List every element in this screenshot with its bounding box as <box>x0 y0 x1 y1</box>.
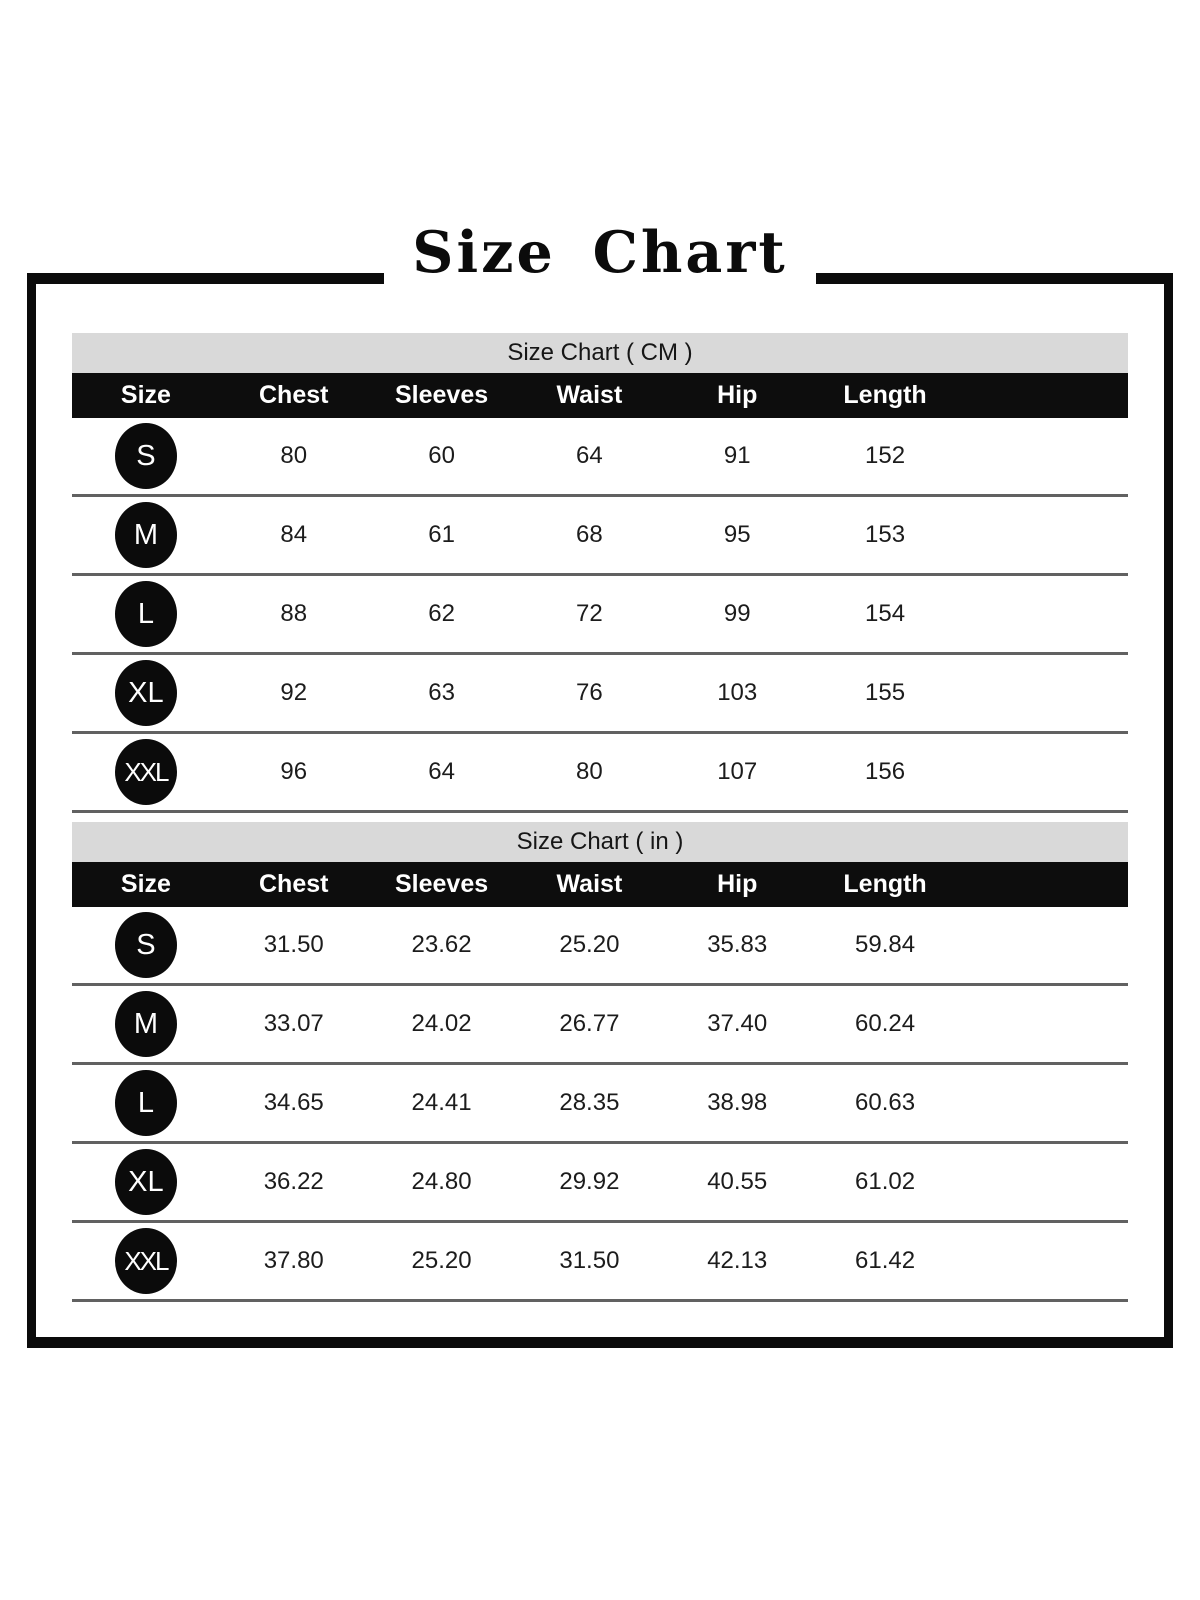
measurement-cell: 40.55 <box>707 1168 768 1195</box>
column-header-chest: Chest <box>259 870 329 898</box>
column-header-waist: Waist <box>556 870 623 898</box>
size-badge-l: L <box>115 1070 177 1136</box>
size-badge-s: S <box>115 423 177 489</box>
measurement-cell: 25.20 <box>411 1247 472 1274</box>
table-row-m <box>72 986 1128 1065</box>
column-header-sleeves: Sleeves <box>395 870 489 898</box>
column-header-waist: Waist <box>556 381 623 409</box>
size-table-in <box>72 822 1128 1302</box>
column-header-length: Length <box>843 381 927 409</box>
measurement-cell: 37.40 <box>707 1010 768 1037</box>
measurement-cell: 36.22 <box>263 1168 324 1195</box>
table-header-row <box>72 862 1128 907</box>
column-header-length: Length <box>843 870 927 898</box>
size-badge-m: M <box>115 502 177 568</box>
size-badge-s: S <box>115 912 177 978</box>
size-cell <box>72 502 220 568</box>
size-badge-l: L <box>115 581 177 647</box>
size-table-cm <box>72 333 1128 813</box>
measurement-cell: 99 <box>723 600 751 627</box>
size-cell <box>72 1149 220 1215</box>
size-cell <box>72 423 220 489</box>
measurement-cell: 38.98 <box>707 1089 768 1116</box>
measurement-cell: 31.50 <box>559 1247 620 1274</box>
size-cell <box>72 739 220 805</box>
table-row-xxl <box>72 1223 1128 1302</box>
measurement-cell: 80 <box>280 442 308 469</box>
table-row-s <box>72 907 1128 986</box>
table-caption: Size Chart ( CM ) <box>72 333 1128 373</box>
measurement-cell: 88 <box>280 600 308 627</box>
size-cell <box>72 581 220 647</box>
size-cell <box>72 660 220 726</box>
measurement-cell: 95 <box>723 521 751 548</box>
table-row-xl <box>72 655 1128 734</box>
measurement-cell: 64 <box>576 442 603 469</box>
size-cell <box>72 1070 220 1136</box>
table-row-l <box>72 1065 1128 1144</box>
measurement-cell: 28.35 <box>559 1089 620 1116</box>
measurement-cell: 34.65 <box>263 1089 324 1116</box>
size-cell <box>72 991 220 1057</box>
table-caption: Size Chart ( in ) <box>72 822 1128 862</box>
measurement-cell: 35.83 <box>707 931 768 958</box>
measurement-cell: 61.42 <box>855 1247 916 1274</box>
column-header-size: Size <box>120 381 171 409</box>
measurement-cell: 60.24 <box>855 1010 916 1037</box>
measurement-cell: 60.63 <box>855 1089 916 1116</box>
column-header-hip: Hip <box>717 381 758 409</box>
measurement-cell: 31.50 <box>263 931 324 958</box>
measurement-cell: 152 <box>865 442 906 469</box>
measurement-cell: 59.84 <box>855 931 916 958</box>
table-row-s <box>72 418 1128 497</box>
measurement-cell: 24.02 <box>411 1010 472 1037</box>
measurement-cell: 156 <box>865 758 906 785</box>
measurement-cell: 91 <box>723 442 751 469</box>
measurement-cell: 42.13 <box>707 1247 768 1274</box>
measurement-cell: 63 <box>428 679 455 706</box>
size-cell <box>72 1228 220 1294</box>
measurement-cell: 33.07 <box>263 1010 324 1037</box>
measurement-cell: 80 <box>576 758 603 785</box>
size-badge-m: M <box>115 991 177 1057</box>
table-row-l <box>72 576 1128 655</box>
measurement-cell: 24.80 <box>411 1168 472 1195</box>
measurement-cell: 64 <box>428 758 455 785</box>
measurement-cell: 84 <box>280 521 308 548</box>
column-header-chest: Chest <box>259 381 329 409</box>
size-badge-xxl: XXL <box>115 739 177 805</box>
measurement-cell: 96 <box>280 758 308 785</box>
measurement-cell: 61 <box>428 521 455 548</box>
measurement-cell: 61.02 <box>855 1168 916 1195</box>
measurement-cell: 72 <box>576 600 603 627</box>
measurement-cell: 23.62 <box>411 931 472 958</box>
table-row-xxl <box>72 734 1128 813</box>
measurement-cell: 92 <box>280 679 308 706</box>
measurement-cell: 76 <box>576 679 603 706</box>
table-row-xl <box>72 1144 1128 1223</box>
measurement-cell: 37.80 <box>263 1247 324 1274</box>
measurement-cell: 154 <box>865 600 906 627</box>
column-header-sleeves: Sleeves <box>395 381 489 409</box>
measurement-cell: 29.92 <box>559 1168 620 1195</box>
measurement-cell: 26.77 <box>559 1010 620 1037</box>
measurement-cell: 107 <box>717 758 758 785</box>
measurement-cell: 153 <box>865 521 906 548</box>
table-header-row <box>72 373 1128 418</box>
column-header-hip: Hip <box>717 870 758 898</box>
table-row-m <box>72 497 1128 576</box>
measurement-cell: 155 <box>865 679 906 706</box>
measurement-cell: 68 <box>576 521 603 548</box>
measurement-cell: 62 <box>428 600 455 627</box>
outer-frame <box>27 273 1173 1348</box>
measurement-cell: 103 <box>717 679 758 706</box>
size-badge-xl: XL <box>115 1149 177 1215</box>
size-cell <box>72 912 220 978</box>
page-title: Size Chart <box>412 219 788 286</box>
measurement-cell: 60 <box>428 442 455 469</box>
size-badge-xl: XL <box>115 660 177 726</box>
measurement-cell: 24.41 <box>411 1089 472 1116</box>
size-badge-xxl: XXL <box>115 1228 177 1294</box>
measurement-cell: 25.20 <box>559 931 620 958</box>
column-header-size: Size <box>120 870 171 898</box>
